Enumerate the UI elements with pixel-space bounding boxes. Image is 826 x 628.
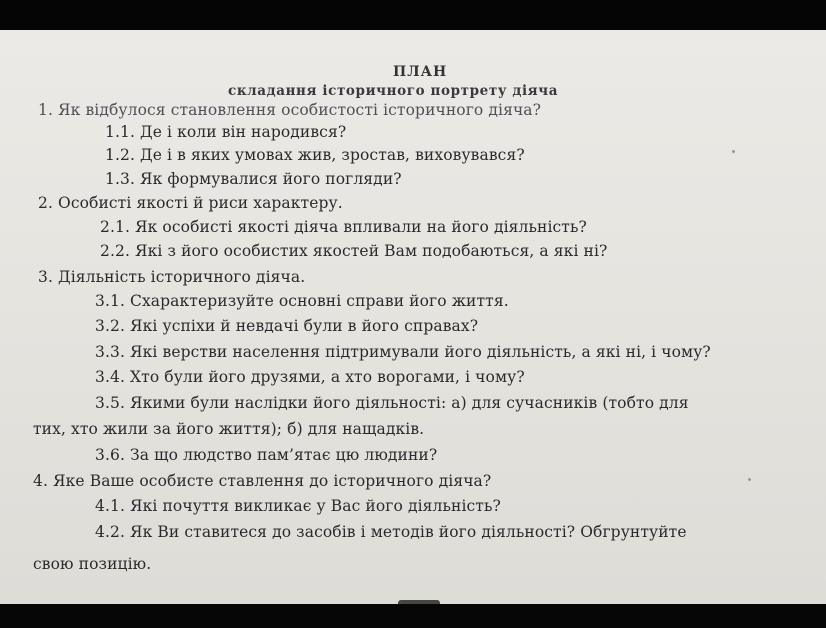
document-page [0,30,826,604]
plan-item-4-2: 4.2. Як Ви ставитеся до засобів і методів його діяльності? Обгрунтуйте [95,523,687,541]
plan-item-2: 2. Особисті якості й риси характеру. [38,194,343,212]
plan-item-3-2: 3.2. Які успіхи й невдачі були в його справах? [95,317,479,335]
paper-speck [732,150,735,153]
plan-item-3-5: 3.5. Якими були наслідки його діяльності: а) для сучасників (тобто для [95,394,689,412]
document-title: ПЛАН [393,64,448,80]
top-black-border [0,0,826,30]
plan-item-3-4: 3.4. Хто були його друзями, а хто ворогами, і чому? [95,368,525,386]
plan-item-1-1: 1.1. Де і коли він народився? [105,123,347,141]
paper-speck [748,478,751,481]
plan-item-1-3: 1.3. Як формувалися його погляди? [105,170,402,188]
plan-item-4-2-continued: свою позицію. [33,555,152,573]
plan-item-1: 1. Як відбулося становлення особистості історичного діяча? [38,101,542,119]
plan-item-3-5-continued: тих, хто жили за його життя); б) для нащадків. [33,420,425,438]
plan-item-3-1: 3.1. Схарактеризуйте основні справи його життя. [95,292,509,310]
plan-item-4: 4. Яке Ваше особисте ставлення до історичного діяча? [33,472,492,490]
plan-item-3-3: 3.3. Які верстви населення підтримували його діяльність, а які ні, і чому? [95,343,711,361]
plan-item-4-1: 4.1. Які почуття викликає у Вас його діяльність? [95,497,501,515]
plan-item-1-2: 1.2. Де і в яких умовах жив, зростав, виховувався? [105,146,525,164]
document-subtitle: складання історичного портрету діяча [228,83,559,99]
plan-item-3-6: 3.6. За що людство пам’ятає цю людини? [95,446,438,464]
plan-item-2-1: 2.1. Як особисті якості діяча впливали на його діяльність? [100,218,587,236]
bottom-black-border [0,604,826,628]
plan-item-3: 3. Діяльність історичного діяча. [38,268,306,286]
plan-item-2-2: 2.2. Які з його особистих якостей Вам подобаються, а які ні? [100,242,608,260]
